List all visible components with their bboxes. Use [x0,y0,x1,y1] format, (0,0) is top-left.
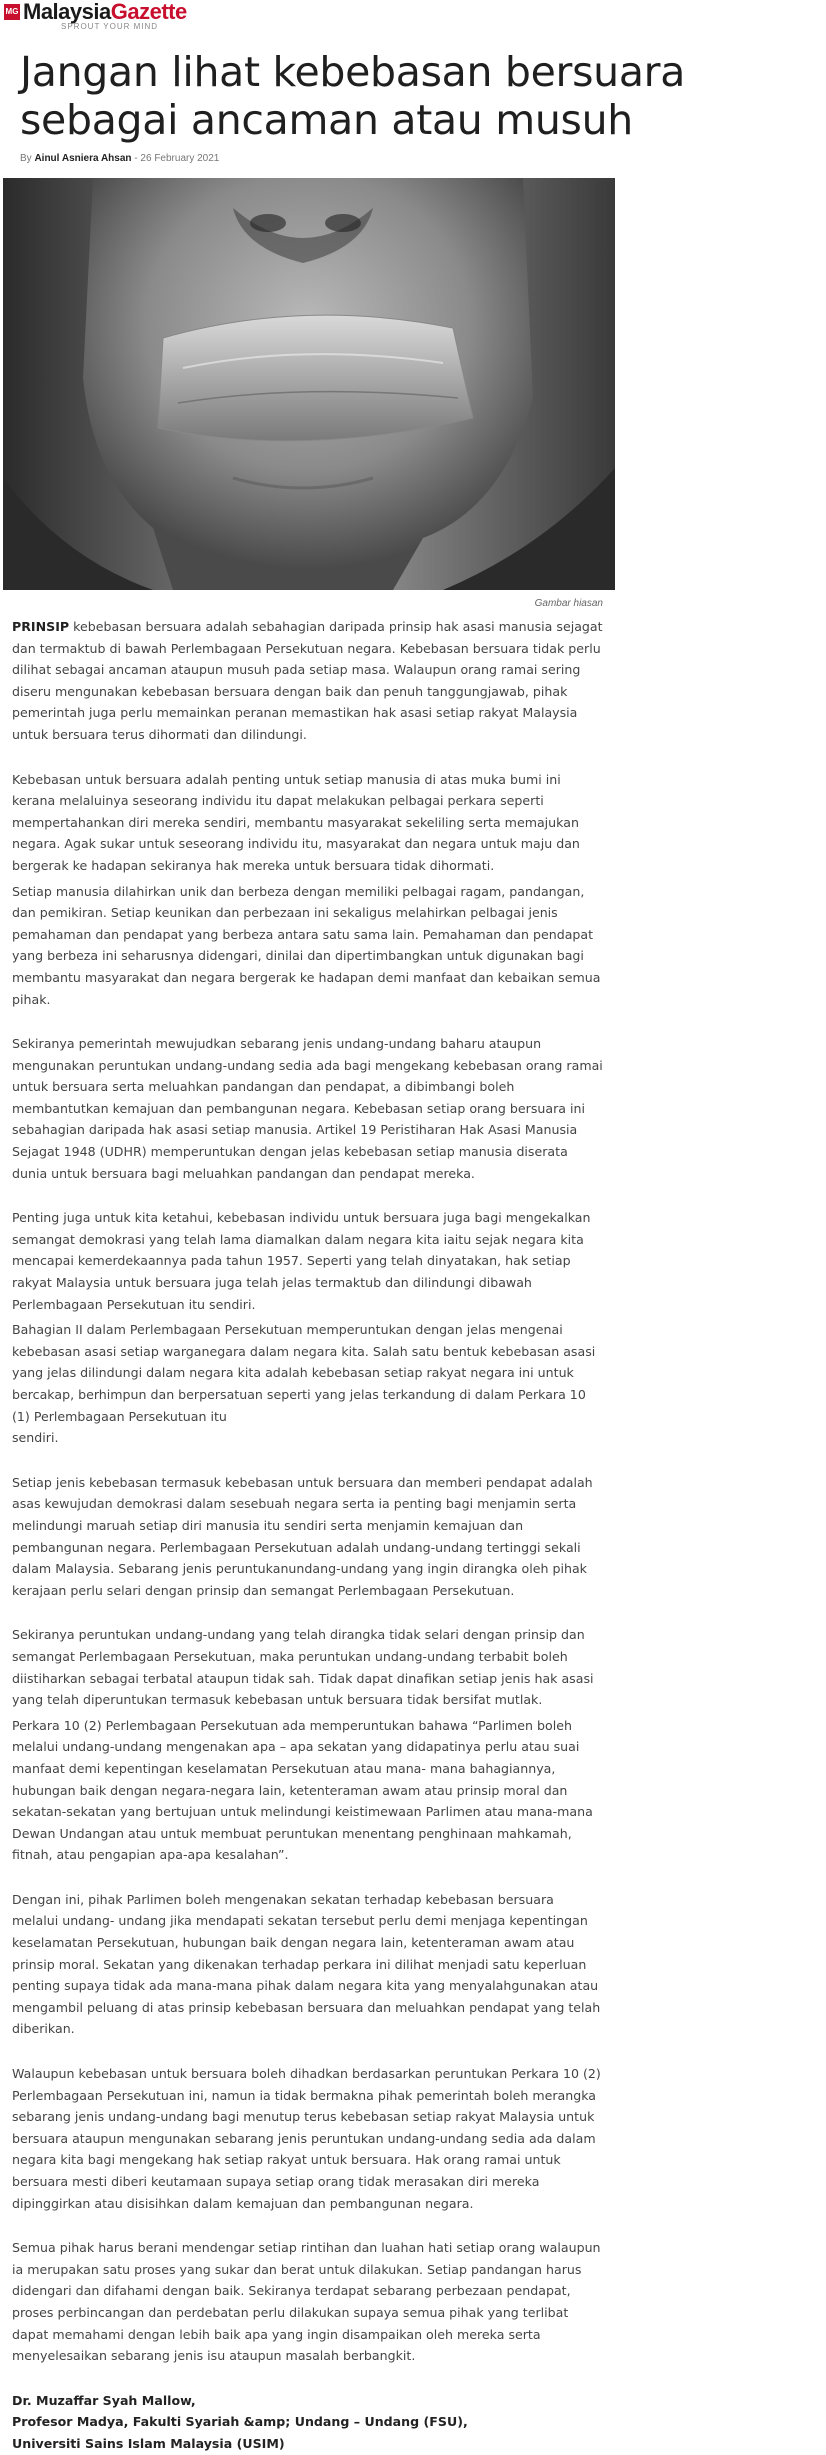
signature-institution: Universiti Sains Islam Malaysia (USIM) [12,2435,285,2451]
lead-word: PRINSIP [12,619,70,634]
image-caption: Gambar hiasan [534,598,603,609]
article-body [12,616,604,2455]
paragraph-2: Kebebasan untuk bersuara adalah penting untuk setiap manusia di atas muka bumi ini kerana melaluinya seseorang individu itu dapat melakukan pelbagai perkara seperti mempertahankan diri mereka sendiri, membantu masyarakat sekeliling serta memajukan negara. Agak sukar untuk seseorang individu itu, masyarakat dan negara untuk maju dan bergerak ke hadapan sekiranya hak mereka untuk bersuara tidak dihormati. [12,771,580,873]
author-signature [12,2390,604,2455]
byline-separator: - [134,153,138,164]
paragraph-9: Perkara 10 (2) Perlembagaan Persekutuan ada memperuntukan bahawa “Parlimen boleh melalui undang-undang mengenakan apa – apa sekatan yang didapatinya perlu atau suai manfaat demi kepentingan keselamatan Persekutuan atau mana- mana bahagiannya, hubungan baik dengan negara-negara lain, ketenteraman awam atau prinsip moral dan sekatan-sekatan yang bertujuan untuk melindungi keistimewaan Parlimen atau mana-mana Dewan Undangan atau untuk membuat peruntukan menentang penghinaan mahkamah, fitnah, atau pengapian apa-apa kesalahan”. [12,1717,593,1863]
byline-prefix: By [20,153,32,164]
author-link[interactable]: Ainul Asniera Ahsan [34,153,132,164]
hero-image [3,178,615,590]
paragraph-12: Semua pihak harus berani mendengar setiap rintihan dan luahan hati setiap orang walaupun ia merupakan satu proses yang sukar dan berat untuk dilakukan. Setiap pandangan harus didengari dan difahami dengan baik. Sekiranya terdapat sebarang perbezaan pendapat, proses perbincangan dan perdebatan perlu dilakukan supaya semua pihak yang terlibat dapat memahami dengan lebih baik apa yang ingin disampaikan oleh mereka serta menyelesaikan sebarang jenis isu ataupun masalah berbangkit. [12,2240,601,2364]
paragraph-8: Sekiranya peruntukan undang-undang yang telah dirangka tidak selari dengan prinsip dan semangat Perlembagaan Persekutuan, maka peruntukan undang-undang terbabit boleh diistiharkan sebagai terbatal ataupun tidak sah. Tidak dapat dinafikan setiap jenis hak asasi yang telah diperuntukan termasuk kebebasan untuk bersuara tidak bersifat mutlak. [12,1627,594,1708]
logo-name-malaysia: Malaysia [23,0,111,24]
logo-tagline: SPROUT YOUR MIND [61,22,159,31]
paragraph-6: Bahagian II dalam Perlembagaan Persekutuan memperuntukan dengan jelas mengenai kebebasan asasi setiap warganegara dalam negara kita. Salah satu bentuk kebebasan asasi yang jelas dilindungi dalam negara kita adalah kebebasan setiap rakyat negara ini untuk bercakap, berhimpun dan berpersatuan seperti yang jelas terkandung di dalam Perkara 10 (1) Perlembagaan Persekutuan itu sendiri. [12,1322,596,1446]
byline [20,153,219,164]
publish-date: 26 February 2021 [140,153,220,164]
signature-name: Dr. Muzaffar Syah Mallow, [12,2392,196,2408]
paragraph-10: Dengan ini, pihak Parlimen boleh mengenakan sekatan terhadap kebebasan bersuara melalui undang- undang jika mendapati sekatan tersebut perlu demi menjaga kepentingan keselamatan Persekutuan, hubungan baik dengan negara lain, ketenteraman awam atau prinsip moral. Sekatan yang dikenakan terhadap perkara ini dilihat menjadi satu keperluan penting supaya tidak ada mana-mana pihak dalam negara kita yang menyalahgunakan atau mengambil peluang di atas prinsip kebebasan bersuara dan meluahkan pendapat yang telah diberikan. [12,1891,601,2037]
logo-name-gazette: Gazette [110,0,187,24]
logo-badge: MG [4,4,20,20]
site-logo[interactable] [0,0,187,40]
article-title: Jangan lihat kebebasan bersuara sebagai ancaman atau musuh [20,48,686,144]
paragraph-5: Penting juga untuk kita ketahui, kebebasan individu untuk bersuara juga bagi mengekalkan semangat demokrasi yang telah lama diamalkan dalam negara kita iaitu sejak negara kita mencapai kemerdekaannya pada tahun 1957. Seperti yang telah dinyatakan, hak setiap rakyat Malaysia untuk bersuara juga telah jelas termaktub dan dilindungi dibawah Perlembagaan Persekutuan itu sendiri. [12,1210,591,1312]
paragraph-7: Setiap jenis kebebasan termasuk kebebasan untuk bersuara dan memberi pendapat adalah asas kewujudan demokrasi dalam sesebuah negara serta ia penting bagi menjamin serta melindungi maruah setiap diri manusia itu sendiri serta menjamin kemajuan dan pembangunan negara. Perlembagaan Persekutuan adalah undang-undang tertinggi sekali dalam Malaysia. Sebarang jenis peruntukanundang-undang yang ingin dirangka oleh pihak kerajaan perlu selari dengan prinsip dan semangat Perlembagaan Persekutuan. [12,1474,593,1598]
paragraph-11: Walaupun kebebasan untuk bersuara boleh dihadkan berdasarkan peruntukan Perkara 10 (2) Perlembagaan Persekutuan ini, namun ia tidak bermakna pihak pemerintah boleh merangka sebarang jenis undang-undang bagi menutup terus kebebasan setiap rakyat Malaysia untuk bersuara ataupun mengunakan sebarang jenis peruntukan undang-undang sedia ada dalam negara kita bagi mengekang hak setiap rakyat untuk bersuara. Hak orang ramai untuk bersuara mesti diberi keutamaan supaya setiap orang tidak merasakan diri mereka dipinggirkan atau disisihkan dalam kemajuan dan pembangunan negara. [12,2066,601,2211]
signature-position: Profesor Madya, Fakulti Syariah &amp; Undang – Undang (FSU), [12,2414,468,2430]
paragraph-1: PRINSIP kebebasan bersuara adalah sebahagian daripada prinsip hak asasi manusia sejagat dan termaktub di bawah Perlembagaan Persekutuan negara. Kebebasan bersuara tidak perlu dilihat sebagai ancaman ataupun musuh pada setiap masa. Walaupun orang ramai sering diseru mengunakan kebebasan bersuara dengan baik dan penuh tanggungjawab, pihak pemerintah juga perlu memainkan peranan memastikan hak asasi setiap rakyat Malaysia untuk bersuara terus dihormati dan dilindungi. [12,619,603,742]
logo-wordmark [23,0,187,31]
paragraph-4: Sekiranya pemerintah mewujudkan sebarang jenis undang-undang baharu ataupun mengunakan peruntukan undang-undang sedia ada bagi mengekang kebebasan orang ramai untuk bersuara serta meluahkan pandangan dan pendapat, a dibimbangi boleh membantutkan kemajuan dan pembangunan negara. Kebebasan setiap orang bersuara ini sebahagian daripada hak asasi setiap manusia. Artikel 19 Peristiharan Hak Asasi Manusia Sejagat 1948 (UDHR) memperuntukan dengan jelas kebebasan setiap manusia diserata dunia untuk bersuara bagi meluahkan pandangan dan pendapat mereka. [12,1036,603,1181]
paragraph-3: Setiap manusia dilahirkan unik dan berbeza dengan memiliki pelbagai ragam, pandangan, dan pemikiran. Setiap keunikan dan perbezaan ini sekaligus melahirkan pelbagai jenis pemahaman dan pendapat yang berbeza antara satu sama lain. Pemahaman dan pendapat yang berbeza ini seharusnya didengari, dinilai dan dipertimbangkan untuk digunakan bagi membantu masyarakat dan negara bergerak ke hadapan demi manfaat dan kebaikan semua pihak. [12,883,601,1007]
